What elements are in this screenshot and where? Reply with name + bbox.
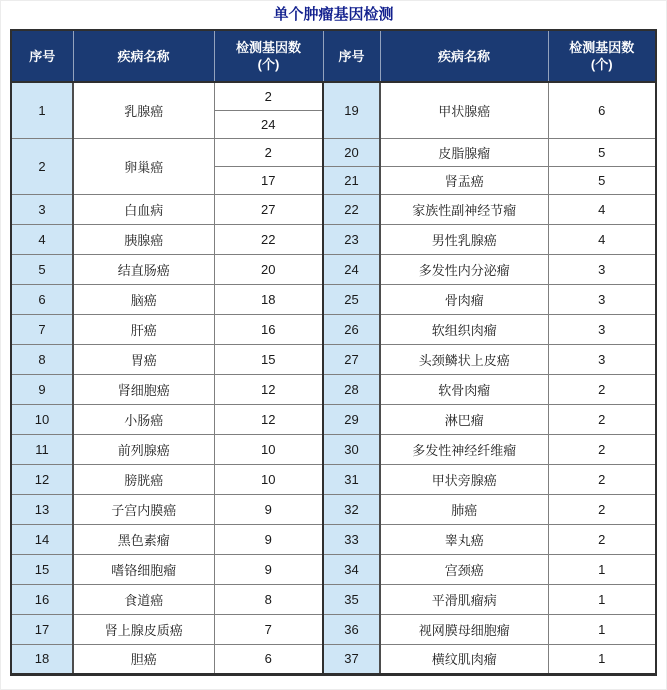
- cell-seq: 3: [11, 194, 73, 224]
- cell-gene-count: 12: [214, 374, 323, 404]
- cell-gene-count: 7: [214, 614, 323, 644]
- cell-disease: 子宫内膜癌: [73, 494, 214, 524]
- cell-gene-count: 15: [214, 344, 323, 374]
- header-seq-right: 序号: [323, 30, 380, 82]
- cell-disease: 甲状腺癌: [380, 82, 548, 138]
- cell-disease: 胰腺癌: [73, 224, 214, 254]
- cell-gene-count: 2: [214, 82, 323, 110]
- table-row: [11, 194, 656, 224]
- cell-gene-count: 3: [548, 344, 656, 374]
- table-row: [11, 554, 656, 584]
- header-disease-left: 疾病名称: [73, 30, 214, 82]
- cell-seq: 1: [11, 82, 73, 138]
- cell-disease: 黑色素瘤: [73, 524, 214, 554]
- cell-disease: 膀胱癌: [73, 464, 214, 494]
- cell-disease: 软骨肉瘤: [380, 374, 548, 404]
- cell-seq: 28: [323, 374, 380, 404]
- table-header: [11, 30, 656, 82]
- table-row: [11, 138, 656, 166]
- cell-disease: 淋巴瘤: [380, 404, 548, 434]
- cell-seq: 13: [11, 494, 73, 524]
- table-row: [11, 494, 656, 524]
- table-row: [11, 464, 656, 494]
- header-genes-left: 检测基因数 (个): [214, 30, 323, 82]
- page-title: 单个肿瘤基因检测: [273, 6, 394, 23]
- cell-seq: 5: [11, 254, 73, 284]
- cell-gene-count: 24: [214, 110, 323, 138]
- cell-disease: 骨肉瘤: [380, 284, 548, 314]
- cell-gene-count: 2: [548, 404, 656, 434]
- cell-gene-count: 17: [214, 166, 323, 194]
- cell-gene-count: 22: [214, 224, 323, 254]
- header-seq-left: 序号: [11, 30, 73, 82]
- table-row: [11, 644, 656, 674]
- header-disease-right: 疾病名称: [380, 30, 548, 82]
- table-row: [11, 524, 656, 554]
- cell-gene-count: 3: [548, 254, 656, 284]
- cell-gene-count: 1: [548, 644, 656, 674]
- cell-gene-count: 2: [214, 138, 323, 166]
- cell-seq: 34: [323, 554, 380, 584]
- cell-disease: 食道癌: [73, 584, 214, 614]
- header-genes-right: 检测基因数 (个): [548, 30, 656, 82]
- cell-seq: 20: [323, 138, 380, 166]
- cell-seq: 6: [11, 284, 73, 314]
- table-row: [11, 344, 656, 374]
- cell-disease: 多发性神经纤维瘤: [380, 434, 548, 464]
- cell-gene-count: 12: [214, 404, 323, 434]
- cell-gene-count: 27: [214, 194, 323, 224]
- cell-seq: 9: [11, 374, 73, 404]
- table-row: [11, 404, 656, 434]
- cell-gene-count: 3: [548, 314, 656, 344]
- cell-disease: 肾盂癌: [380, 166, 548, 194]
- cell-seq: 32: [323, 494, 380, 524]
- cell-disease: 肺癌: [380, 494, 548, 524]
- cell-seq: 8: [11, 344, 73, 374]
- cell-disease: 视网膜母细胞瘤: [380, 614, 548, 644]
- cell-seq: 35: [323, 584, 380, 614]
- cell-disease: 头颈鳞状上皮癌: [380, 344, 548, 374]
- cell-seq: 12: [11, 464, 73, 494]
- cell-gene-count: 2: [548, 524, 656, 554]
- cell-gene-count: 4: [548, 194, 656, 224]
- cell-seq: 22: [323, 194, 380, 224]
- table-row: [11, 314, 656, 344]
- cell-disease: 脑癌: [73, 284, 214, 314]
- cell-seq: 24: [323, 254, 380, 284]
- cell-seq: 14: [11, 524, 73, 554]
- table-row: [11, 284, 656, 314]
- cell-gene-count: 16: [214, 314, 323, 344]
- cell-gene-count: 10: [214, 434, 323, 464]
- cell-seq: 37: [323, 644, 380, 674]
- cell-gene-count: 9: [214, 554, 323, 584]
- cell-seq: 15: [11, 554, 73, 584]
- cell-gene-count: 4: [548, 224, 656, 254]
- cell-seq: 4: [11, 224, 73, 254]
- gene-detection-table: [10, 29, 657, 676]
- cell-disease: 结直肠癌: [73, 254, 214, 284]
- cell-disease: 肝癌: [73, 314, 214, 344]
- cell-seq: 26: [323, 314, 380, 344]
- cell-disease: 横纹肌肉瘤: [380, 644, 548, 674]
- cell-seq: 7: [11, 314, 73, 344]
- cell-gene-count: 20: [214, 254, 323, 284]
- cell-seq: 31: [323, 464, 380, 494]
- cell-seq: 10: [11, 404, 73, 434]
- cell-disease: 前列腺癌: [73, 434, 214, 464]
- cell-disease: 家族性副神经节瘤: [380, 194, 548, 224]
- cell-seq: 11: [11, 434, 73, 464]
- table-row: [11, 584, 656, 614]
- cell-seq: 2: [11, 138, 73, 194]
- cell-seq: 19: [323, 82, 380, 138]
- cell-gene-count: 2: [548, 374, 656, 404]
- cell-seq: 21: [323, 166, 380, 194]
- cell-disease: 睾丸癌: [380, 524, 548, 554]
- cell-gene-count: 2: [548, 494, 656, 524]
- cell-disease: 卵巢癌: [73, 138, 214, 194]
- cell-disease: 嗜铬细胞瘤: [73, 554, 214, 584]
- cell-gene-count: 6: [214, 644, 323, 674]
- cell-seq: 23: [323, 224, 380, 254]
- cell-gene-count: 2: [548, 434, 656, 464]
- table-row: [11, 254, 656, 284]
- cell-gene-count: 1: [548, 554, 656, 584]
- cell-disease: 肾细胞癌: [73, 374, 214, 404]
- cell-gene-count: 1: [548, 584, 656, 614]
- cell-disease: 宫颈癌: [380, 554, 548, 584]
- table-row: [11, 82, 656, 110]
- cell-gene-count: 8: [214, 584, 323, 614]
- cell-gene-count: 18: [214, 284, 323, 314]
- cell-gene-count: 9: [214, 524, 323, 554]
- cell-gene-count: 1: [548, 614, 656, 644]
- table-row: [11, 434, 656, 464]
- cell-disease: 男性乳腺癌: [380, 224, 548, 254]
- cell-seq: 25: [323, 284, 380, 314]
- cell-gene-count: 5: [548, 138, 656, 166]
- cell-seq: 33: [323, 524, 380, 554]
- cell-seq: 16: [11, 584, 73, 614]
- cell-seq: 30: [323, 434, 380, 464]
- table-row: [11, 224, 656, 254]
- cell-gene-count: 5: [548, 166, 656, 194]
- cell-disease: 皮脂腺瘤: [380, 138, 548, 166]
- table-row: [11, 614, 656, 644]
- table-row: [11, 374, 656, 404]
- cell-seq: 18: [11, 644, 73, 674]
- cell-disease: 胆癌: [73, 644, 214, 674]
- cell-disease: 平滑肌瘤病: [380, 584, 548, 614]
- table-body: [11, 82, 656, 674]
- cell-disease: 软组织肉瘤: [380, 314, 548, 344]
- cell-disease: 多发性内分泌瘤: [380, 254, 548, 284]
- cell-disease: 小肠癌: [73, 404, 214, 434]
- cell-disease: 胃癌: [73, 344, 214, 374]
- cell-disease: 甲状旁腺癌: [380, 464, 548, 494]
- cell-gene-count: 3: [548, 284, 656, 314]
- cell-gene-count: 6: [548, 82, 656, 138]
- cell-seq: 29: [323, 404, 380, 434]
- cell-seq: 17: [11, 614, 73, 644]
- cell-gene-count: 9: [214, 494, 323, 524]
- cell-disease: 白血病: [73, 194, 214, 224]
- cell-gene-count: 10: [214, 464, 323, 494]
- cell-disease: 肾上腺皮质癌: [73, 614, 214, 644]
- cell-seq: 27: [323, 344, 380, 374]
- cell-gene-count: 2: [548, 464, 656, 494]
- cell-seq: 36: [323, 614, 380, 644]
- cell-disease: 乳腺癌: [73, 82, 214, 138]
